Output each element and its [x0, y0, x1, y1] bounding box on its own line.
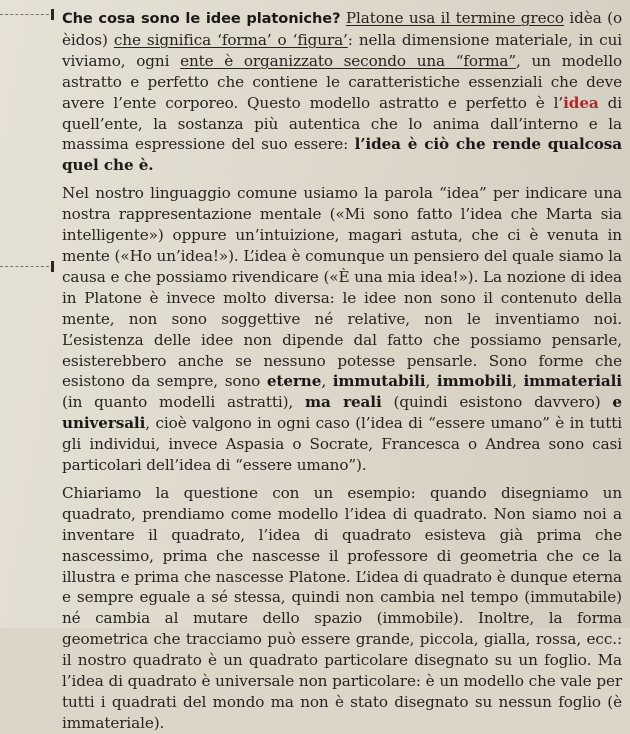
section-question: Che cosa sono le idee platoniche?	[62, 10, 341, 27]
bold-term: e universali	[62, 393, 622, 433]
text-run: di quell’ente, la sostanza più autentica che lo anima dall’interno e la massima espressione del suo essere:	[62, 93, 622, 154]
text-run: (quindi esistono davvero)	[381, 393, 613, 412]
paragraph-definition	[62, 8, 622, 176]
bold-term: immobili	[436, 372, 513, 391]
highlighted-term-idea: idea	[563, 93, 599, 112]
text-run: (in quanto modelli astratti),	[62, 393, 306, 412]
margin-marker-middle	[0, 266, 54, 267]
underlined-phrase: ente è organizzato secondo una “forma”	[180, 51, 517, 70]
margin-marker-top	[0, 14, 54, 15]
paragraph-example: Chiariamo la questione con un esempio: quando disegniamo un quadrato, prendiamo come modello l’idea di quadrato. Non siamo noi a inventare il quadrato, l’idea di quadrato esisteva già prima che nascessimo, prima che nascesse il professore di geometria che ce la illustra e prima che nascesse Platone. L’idea di quadrato è dunque eterna e sempre eguale a sé stessa, quindi non cambia nel tempo (immutabile) né cambia al mutare dello spazio (immobile). Inoltre, la forma geometrica che tracciamo può essere grande, piccola, gialla, rossa, ecc.: il nostro quadrato è un quadrato particolare disegnato su un foglio. Ma l’idea di quadrato è universale non particolare: è un modello che vale per tutti i quadrati del mondo ma non è stato disegnato su nessun foglio (è immateriale).	[62, 483, 622, 732]
body-text	[62, 8, 622, 734]
bold-term: immutabili	[332, 372, 426, 391]
bold-term: immateriali	[523, 372, 622, 391]
text-run: : nella dimensione materiale, in cui viviamo, ogni	[62, 30, 623, 70]
text-run: ,	[512, 372, 524, 391]
bold-term: ma reali	[305, 393, 382, 412]
bold-term: eterne	[266, 372, 322, 391]
text-run: Nel nostro linguaggio comune usiamo la parola “idea” per indicare una nostra rappresentazione mentale («Mi sono fatto l’idea che Marta sia intelligente») oppure un’intuizione, magari astuta, che ci è venuta in mente («Ho un’idea!»). L’idea è comunque un pensiero del quale siamo la causa e che possiamo rivendicare («È una mia idea!»). La nozione di idea in Platone è invece molto diversa: le idee non sono il contenuto della mente, non sono soggettive né relative, non le inventiamo noi. L’esistenza delle idee non dipende dal fatto che possiamo pensarle, esisterebbero anche se nessuno potesse pensarle. Sono forme che esistono da sempre, sono	[62, 184, 622, 391]
text-run: ,	[321, 372, 333, 391]
greek-term: idèa (o èidos)	[62, 9, 622, 49]
text-run: , un modello astratto e perfetto che contiene le caratteristiche essenziali che deve avere l’ente corporeo. Questo modello astratto e perfetto è l’	[62, 51, 622, 112]
text-run: ,	[425, 372, 437, 391]
text-run: , cioè valgono in ogni caso (l’idea di “essere umano” è in tutti gli individui, invece Aspasia o Socrate, Francesca o Andrea sono casi particolari dell’idea di “essere umano”).	[62, 414, 622, 475]
key-sentence: l’idea è ciò che rende qualcosa quel che è.	[62, 135, 622, 175]
underlined-phrase: che significa ‘forma’ o ‘figura’	[113, 30, 348, 49]
paragraph-characteristics	[62, 183, 622, 476]
underlined-phrase: Platone usa il termine greco	[345, 9, 564, 27]
